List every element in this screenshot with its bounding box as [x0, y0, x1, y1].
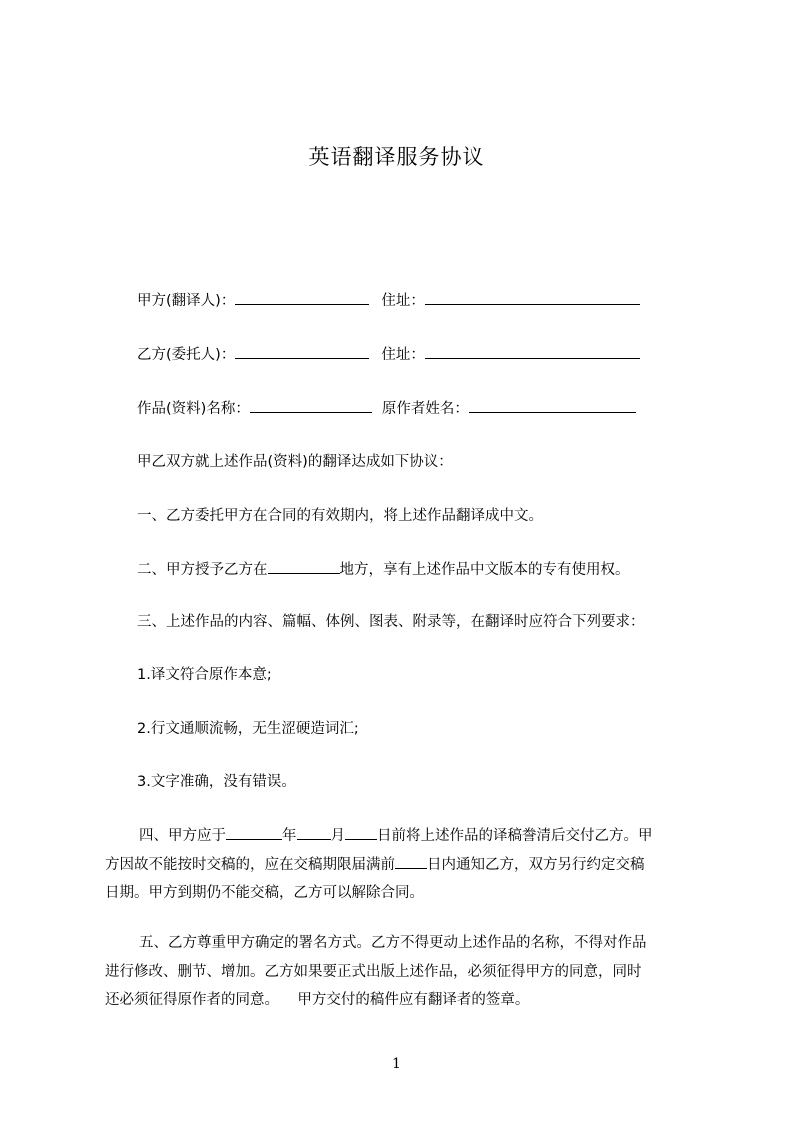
clause-4-year-label: 年	[282, 828, 297, 844]
clause-3: 三、上述作品的内容、篇幅、体例、图表、附录等，在翻译时应符合下列要求：	[137, 614, 645, 630]
clause-1: 一、乙方委托甲方在合同的有效期内，将上述作品翻译成中文。	[137, 508, 543, 524]
party-a-address-blank[interactable]	[425, 290, 640, 305]
requirement-3: 3.文字准确，没有错误。	[137, 774, 296, 790]
party-b-label: 乙方(委托人)：	[137, 347, 236, 363]
clause-4-text-a: 四、甲方应于	[139, 828, 226, 844]
document-title: 英语翻译服务协议	[308, 145, 485, 169]
clause-2-text-a: 二、甲方授予乙方在	[137, 562, 268, 578]
clause-5-line-2: 进行修改、删节、增加。乙方如果要正式出版上述作品，必须征得甲方的同意，同时	[105, 964, 642, 980]
work-name-blank[interactable]	[250, 398, 372, 413]
clause-4-line-1	[139, 825, 653, 846]
work-name-label: 作品(资料)名称：	[137, 401, 250, 417]
party-a-blank[interactable]	[235, 290, 369, 305]
clause-2	[137, 559, 630, 580]
clause-5-line-3: 还必须征得原作者的同意。 甲方交付的稿件应有翻译者的签章。	[105, 992, 530, 1008]
clause-4-line-2	[105, 854, 645, 875]
original-author-label: 原作者姓名：	[381, 401, 469, 417]
clause-4-year-blank[interactable]	[226, 825, 282, 840]
original-author-blank[interactable]	[469, 398, 636, 413]
party-b-address-blank[interactable]	[425, 344, 640, 359]
party-a-row	[137, 290, 640, 311]
clause-4-line-2-text-b: 日内通知乙方，双方另行约定交稿	[427, 857, 645, 873]
party-b-address-label: 住址：	[381, 347, 425, 363]
clause-4-text-b: 日前将上述作品的译稿誊清后交付乙方。甲	[377, 828, 653, 844]
page-number: 1	[392, 1056, 401, 1072]
requirement-1: 1.译文符合原作本意;	[137, 667, 272, 683]
clause-5-line-1: 五、乙方尊重甲方确定的署名方式。乙方不得更动上述作品的名称，不得对作品	[139, 935, 647, 951]
clause-2-region-blank[interactable]	[268, 559, 340, 574]
clause-4-day-blank[interactable]	[345, 825, 377, 840]
clause-4-line-3: 日期。甲方到期仍不能交稿，乙方可以解除合同。	[105, 885, 424, 901]
requirement-2: 2.行文通顺流畅，无生涩硬造词汇;	[137, 721, 359, 737]
clause-4-month-label: 月	[330, 828, 345, 844]
clause-4-month-blank[interactable]	[297, 825, 331, 840]
clause-2-text-b: 地方，享有上述作品中文版本的专有使用权。	[339, 562, 630, 578]
clause-4-notice-days-blank[interactable]	[395, 854, 427, 869]
work-name-row	[137, 398, 636, 419]
intro-text: 甲乙双方就上述作品(资料)的翻译达成如下协议：	[137, 454, 453, 470]
clause-4-line-2-text-a: 方因故不能按时交稿的，应在交稿期限届满前	[105, 857, 395, 873]
party-a-label: 甲方(翻译人)：	[137, 293, 236, 309]
party-b-blank[interactable]	[235, 344, 369, 359]
party-a-address-label: 住址：	[381, 293, 425, 309]
party-b-row	[137, 344, 640, 365]
